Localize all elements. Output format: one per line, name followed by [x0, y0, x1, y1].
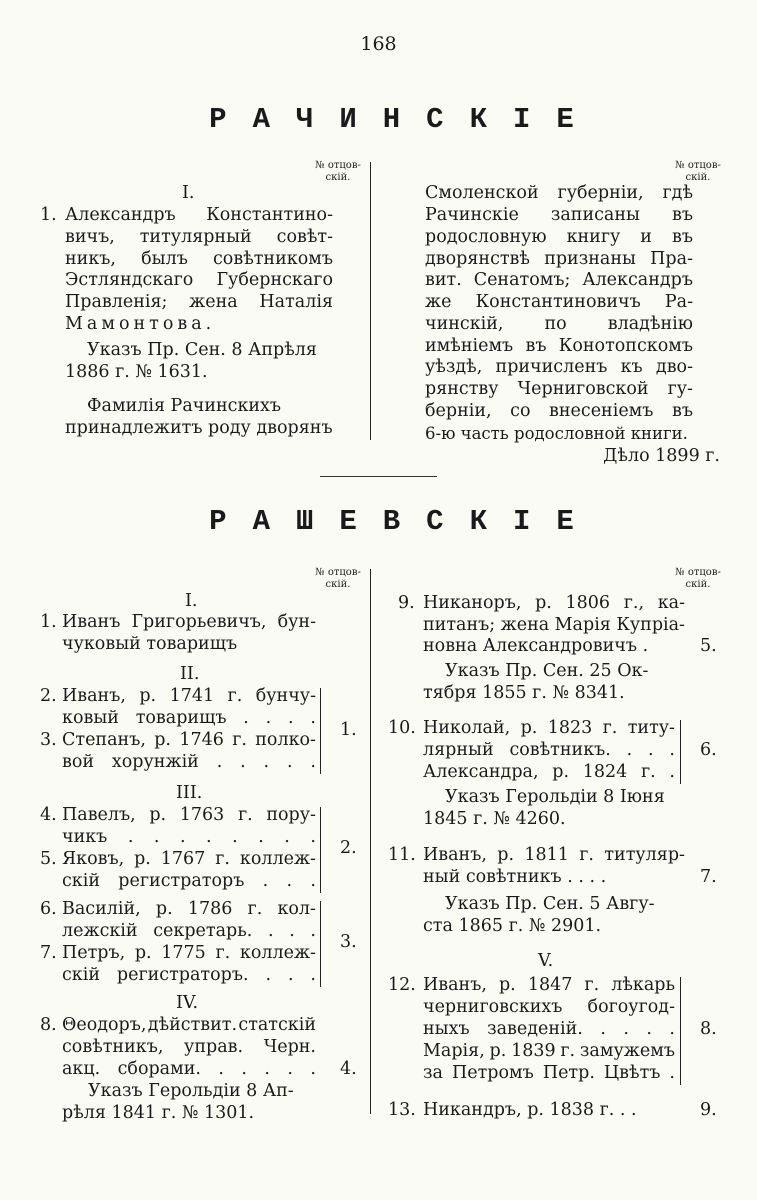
delo-reference: Дѣло 1899 г.	[603, 446, 720, 466]
word: Черниговской	[517, 379, 649, 399]
entry-number: 3.	[40, 730, 57, 750]
father-number: 5.	[700, 636, 717, 656]
word: .	[258, 827, 264, 847]
text-line	[423, 718, 675, 740]
word: Степанъ,	[62, 730, 146, 750]
entry-number: 10.	[388, 718, 416, 738]
word: .	[218, 1059, 224, 1079]
text-line: новна Александровичъ .	[423, 636, 649, 656]
entry-number: 1.	[40, 612, 57, 632]
text-line	[423, 593, 685, 615]
word: Николай,	[423, 718, 511, 738]
word: черниговскихъ	[423, 997, 563, 1017]
word: въ	[671, 401, 693, 421]
word: жена	[189, 292, 238, 312]
generation-roman: I.	[185, 591, 198, 611]
word: акц.	[62, 1059, 101, 1079]
word: же	[425, 292, 452, 312]
word: сборами.	[117, 1059, 201, 1079]
text-line	[62, 708, 316, 730]
text-line	[425, 336, 693, 358]
column-header-right	[668, 160, 728, 184]
entry-number: 12.	[388, 975, 416, 995]
word: Правленія;	[65, 292, 168, 312]
word: 1839	[511, 1041, 556, 1061]
word: .	[264, 1059, 270, 1079]
text-line	[425, 205, 693, 227]
word: р.	[497, 845, 515, 865]
word: никъ,	[65, 249, 116, 269]
word: Константиновичъ	[475, 292, 641, 312]
word: замужемъ	[579, 1041, 675, 1061]
text-line: ный совѣтникъ . . . .	[423, 867, 607, 887]
word: признаны	[544, 249, 636, 269]
text-line	[425, 314, 693, 336]
word: .	[600, 1019, 606, 1039]
word: по	[544, 314, 567, 334]
word: коллеж-	[239, 849, 316, 869]
text-line	[62, 921, 316, 943]
word: Конотопскомъ	[558, 336, 693, 356]
entry-number: 13.	[388, 1100, 416, 1120]
column-divider	[370, 569, 371, 1114]
word: Смоленской	[425, 183, 539, 203]
ukaz-line: Указъ Пр. Сен. 25 Ок-	[445, 661, 649, 681]
word: 1847	[527, 975, 573, 995]
word: .	[265, 708, 272, 728]
text-line	[62, 612, 316, 634]
text-line: чуковый товарищъ	[62, 634, 238, 654]
text-line	[62, 965, 316, 987]
word: Наталія	[259, 292, 333, 312]
word: р.	[498, 975, 516, 995]
father-number: 6.	[700, 740, 717, 760]
text-line	[65, 227, 333, 249]
word: .	[263, 752, 270, 772]
word: р.	[489, 1041, 507, 1061]
word: .	[153, 827, 160, 847]
entry-number: 7.	[40, 943, 57, 963]
word: и	[640, 227, 652, 247]
word: секретарь.	[153, 921, 253, 941]
word: титулярный	[139, 227, 252, 247]
section-separator	[320, 476, 437, 477]
text-line	[65, 205, 333, 227]
person-name: Мамонтова.	[65, 314, 216, 334]
text-line	[423, 1063, 675, 1085]
word: .	[669, 1063, 675, 1083]
word: р.	[149, 805, 167, 825]
text-line	[62, 752, 316, 774]
word: .	[669, 1019, 675, 1039]
word: Марія	[554, 615, 611, 635]
word: за	[423, 1063, 443, 1083]
word: .	[216, 752, 223, 772]
ukaz-line: Указъ Пр. Сен. 5 Авгу-	[445, 894, 655, 914]
father-number: 7.	[700, 867, 717, 887]
word: рянству	[425, 379, 499, 399]
page-number: 168	[360, 33, 397, 55]
word: былъ	[141, 249, 188, 269]
column-header-line: № отцов-	[315, 567, 361, 578]
text-line	[65, 292, 333, 314]
text-line	[423, 845, 685, 867]
word: Павелъ,	[62, 805, 136, 825]
word: жена	[500, 615, 550, 635]
word: р.	[155, 899, 173, 919]
ukaz-line: Указъ Герольдіи 8 Ап-	[88, 1081, 294, 1101]
word: .	[626, 740, 633, 760]
word: Григорьевичъ,	[131, 612, 267, 632]
word: Эстляндскаго	[65, 270, 194, 290]
ukaz-line: 1845 г. № 4260.	[423, 809, 566, 829]
column-header-line: скій.	[325, 579, 351, 590]
word: р.	[134, 943, 152, 963]
text-line	[62, 849, 316, 871]
word: имѣніемъ	[425, 336, 514, 356]
text-line	[62, 1015, 316, 1037]
word: 1775	[161, 943, 206, 963]
grouping-brace	[316, 688, 321, 774]
word: г.	[232, 730, 247, 750]
text-line	[423, 975, 675, 997]
word: 1767	[160, 849, 206, 869]
word: .	[240, 752, 246, 772]
text-line	[425, 401, 693, 423]
word: дво-	[655, 357, 693, 377]
word: г.	[602, 718, 618, 738]
word: .	[206, 827, 212, 847]
generation-roman: II.	[180, 664, 200, 684]
word: Константино-	[206, 205, 333, 225]
text-line	[425, 183, 693, 205]
word: лежскій	[62, 921, 138, 941]
text-line	[62, 1037, 316, 1059]
ukaz-line: Указъ Герольдіи 8 Іюня	[445, 787, 665, 807]
word: Петромъ	[452, 1063, 534, 1083]
word: 1763	[179, 805, 225, 825]
word: Черн.	[263, 1037, 316, 1057]
word: Марія,	[423, 1041, 485, 1061]
text-line	[425, 379, 693, 401]
word: Рачинскіе	[425, 205, 519, 225]
text-line	[425, 249, 693, 271]
word: со	[510, 401, 531, 421]
word: .	[265, 965, 272, 985]
word: кол-	[277, 899, 316, 919]
word: .	[310, 1059, 316, 1079]
word: Василій,	[62, 899, 141, 919]
column-header-line: скій.	[685, 172, 711, 183]
word: .	[262, 871, 269, 891]
text-line	[62, 943, 316, 965]
entry-number: 11.	[388, 845, 416, 865]
word: Иванъ,	[62, 686, 126, 706]
word: ныхъ	[423, 1019, 470, 1039]
grouping-brace	[316, 901, 321, 987]
text-line	[65, 270, 333, 292]
column-header-line: № отцов-	[675, 567, 721, 578]
word: скій	[62, 965, 100, 985]
text-line	[62, 871, 316, 893]
word: вой	[62, 752, 95, 772]
text-line	[62, 805, 316, 827]
word: .	[241, 1059, 247, 1079]
text-line	[423, 762, 675, 784]
text-line	[62, 730, 316, 752]
father-number: 1.	[340, 720, 357, 740]
word: совѣтникъ,	[62, 1037, 164, 1057]
word: гдѣ	[662, 183, 693, 203]
grouping-brace	[676, 977, 681, 1085]
text-line	[423, 615, 685, 637]
word: р.	[134, 849, 151, 869]
word: Петр.	[542, 1063, 595, 1083]
word: губерніи,	[557, 183, 644, 203]
column-header-line: № отцов-	[315, 160, 361, 171]
word: регистраторъ	[118, 871, 245, 891]
ukaz-line: Указъ Пр. Сен. 8 Апрѣля	[87, 340, 317, 360]
text-line	[62, 899, 316, 921]
column-header-right	[668, 567, 728, 591]
text-line: 6-ю часть родословной книги.	[425, 424, 688, 443]
ukaz-line: тября 1855 г. № 8341.	[423, 683, 625, 703]
text-line	[423, 997, 675, 1019]
word: лярный	[423, 740, 494, 760]
word: г.	[584, 975, 600, 995]
word: .	[288, 708, 294, 728]
word: вичъ,	[65, 227, 115, 247]
word: полко-	[255, 730, 316, 750]
word: Купріа-	[616, 615, 685, 635]
word: .	[646, 1019, 652, 1039]
word: г.	[215, 943, 231, 963]
word: бунчу-	[255, 686, 316, 706]
word: .	[287, 965, 294, 985]
word: 1824	[582, 762, 628, 782]
section-title-rashevskie: РАШЕВСКІЕ	[209, 505, 600, 538]
text-line	[425, 292, 693, 314]
word: .	[286, 871, 293, 891]
word: вит.	[425, 270, 462, 290]
word: въ	[671, 205, 693, 225]
word: .	[289, 921, 295, 941]
word: г.	[560, 1041, 576, 1061]
word: .	[267, 921, 274, 941]
entry-number: 5.	[40, 849, 57, 869]
word: .	[232, 827, 238, 847]
father-number: 3.	[340, 932, 357, 952]
section-title-rachinskie: РАЧИНСКІЕ	[209, 103, 600, 136]
word: причисленъ	[495, 357, 608, 377]
word: .	[179, 827, 186, 847]
word: .	[310, 708, 316, 728]
word: .	[669, 740, 675, 760]
word: Ра-	[664, 292, 693, 312]
word: .	[310, 752, 316, 772]
text-line	[62, 1059, 316, 1081]
word: Александръ	[65, 205, 176, 225]
word: р.	[520, 718, 538, 738]
text-line: Никандръ, р. 1838 г. . .	[423, 1100, 637, 1120]
text-line	[425, 270, 693, 292]
text-line	[423, 1041, 675, 1063]
word: г.	[640, 762, 656, 782]
word: .	[310, 965, 316, 985]
column-header-line: скій.	[685, 579, 711, 590]
word: 1741	[169, 686, 215, 706]
note-line: принадлежитъ роду дворянъ	[65, 418, 333, 438]
word: дворянствѣ	[425, 249, 530, 269]
entry-number: 1.	[40, 205, 57, 225]
word: Александра,	[423, 762, 539, 782]
word: .	[243, 708, 249, 728]
entry-number: 8.	[40, 1015, 57, 1035]
column-divider	[370, 162, 371, 440]
word: ка-	[657, 593, 685, 613]
word: г.,	[623, 593, 645, 613]
word: титуляр-	[604, 845, 685, 865]
word: лѣкарь	[611, 975, 675, 995]
word: Петръ,	[62, 943, 126, 963]
text-line	[62, 686, 316, 708]
ukaz-line: ста 1865 г. № 2901.	[423, 916, 602, 936]
text-line	[425, 227, 693, 249]
word: .	[127, 827, 134, 847]
word: Цвѣтъ	[603, 1063, 661, 1083]
word: .	[286, 752, 293, 772]
word: .	[669, 762, 675, 782]
text-line	[65, 249, 333, 271]
note-line: Фамилія Рачинскихъ	[87, 396, 282, 416]
word: ковый	[62, 708, 119, 728]
ukaz-line: 1886 г. № 1631.	[65, 362, 208, 382]
word: внесеніемъ	[549, 401, 654, 421]
word: г.	[227, 686, 243, 706]
word: къ	[620, 357, 643, 377]
grouping-brace	[676, 720, 681, 784]
generation-roman: III.	[176, 783, 203, 803]
word: берніи,	[425, 401, 492, 421]
word: .	[310, 871, 316, 891]
word: совѣтникомъ	[213, 249, 333, 269]
word: товарищъ	[135, 708, 227, 728]
word: Губернскаго	[216, 270, 333, 290]
word: 1786	[187, 899, 233, 919]
word: 1806	[565, 593, 611, 613]
word: дѣйствит.	[147, 1015, 238, 1035]
generation-roman: I.	[182, 183, 195, 203]
text-line	[425, 357, 693, 379]
word: Θеодоръ,	[62, 1015, 147, 1035]
word: г.	[215, 849, 230, 869]
word: Иванъ,	[423, 845, 487, 865]
word: статскій	[238, 1015, 316, 1035]
word: .	[284, 827, 290, 847]
word: совѣтникъ.	[509, 740, 611, 760]
word: 1746	[179, 730, 224, 750]
word: 1823	[547, 718, 593, 738]
word: Пра-	[650, 249, 693, 269]
word: гу-	[667, 379, 693, 399]
word: Александръ	[582, 270, 693, 290]
word: .	[310, 827, 316, 847]
column-header-line: скій.	[325, 172, 351, 183]
word: р.	[139, 686, 157, 706]
word: Иванъ	[62, 612, 121, 632]
word: заведеній.	[487, 1019, 583, 1039]
entry-number: 9.	[398, 593, 415, 613]
word: .	[287, 1059, 293, 1079]
grouping-brace	[316, 807, 321, 893]
word: регистраторъ.	[116, 965, 249, 985]
word: .	[648, 740, 654, 760]
word: управ.	[184, 1037, 244, 1057]
word: бун-	[277, 612, 316, 632]
column-header-left	[308, 160, 368, 184]
entry-number: 4.	[40, 805, 57, 825]
generation-roman: V.	[538, 951, 554, 971]
word: питанъ;	[423, 615, 496, 635]
column-header-left	[308, 567, 368, 591]
text-line	[423, 740, 675, 762]
word: пору-	[266, 805, 316, 825]
father-number: 2.	[340, 838, 357, 858]
word: записаны	[550, 205, 640, 225]
word: совѣт-	[276, 227, 333, 247]
father-number: 4.	[340, 1059, 357, 1079]
word: въ	[671, 227, 693, 247]
word: въ	[525, 336, 547, 356]
ukaz-line: рѣля 1841 г. № 1301.	[62, 1103, 255, 1123]
word: р.	[552, 762, 570, 782]
text-line	[423, 1019, 675, 1041]
word: богоугод-	[587, 997, 675, 1017]
word: р.	[154, 730, 171, 750]
father-number: 8.	[700, 1019, 717, 1039]
word: Яковъ,	[62, 849, 125, 869]
word: г.	[579, 845, 594, 865]
entry-number: 6.	[40, 899, 57, 919]
word: 1811	[524, 845, 569, 865]
word: г.	[247, 899, 263, 919]
word: уѣздѣ,	[425, 357, 483, 377]
word: р.	[535, 593, 552, 613]
word: владѣнію	[607, 314, 693, 334]
word: родословную	[425, 227, 547, 247]
text-line	[62, 827, 316, 849]
word: Сенатомъ;	[473, 270, 571, 290]
word: чикъ	[62, 827, 108, 847]
generation-roman: IV.	[176, 993, 199, 1013]
word: титу-	[627, 718, 675, 738]
word: .	[623, 1019, 629, 1039]
word: скій	[62, 871, 100, 891]
word: Иванъ,	[423, 975, 487, 995]
column-header-line: № отцов-	[675, 160, 721, 171]
word: .	[310, 921, 316, 941]
word: Никаноръ,	[423, 593, 522, 613]
word: хорунжій	[111, 752, 199, 772]
father-number: 9.	[700, 1100, 717, 1120]
entry-number: 2.	[40, 686, 57, 706]
word: книгу	[566, 227, 621, 247]
word: г.	[237, 805, 253, 825]
word: чинскій,	[425, 314, 504, 334]
word: коллеж-	[239, 943, 316, 963]
